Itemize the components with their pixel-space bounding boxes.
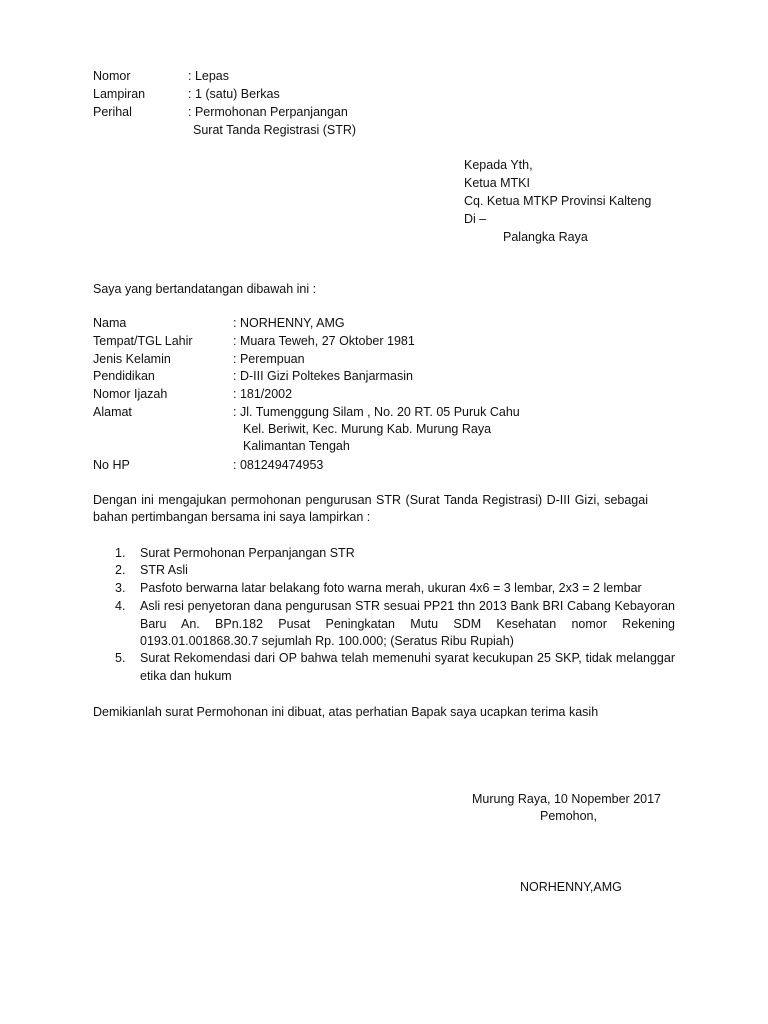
closing-text: Demikianlah surat Permohonan ini dibuat, atas perhatian Bapak saya ucapkan terima kasih <box>93 705 599 719</box>
header-perihal <box>93 104 348 121</box>
identity-value: : 081249474953 <box>233 458 324 472</box>
identity-value: : Jl. Tumenggung Silam , No. 20 RT. 05 Puruk Cahu <box>233 405 520 419</box>
identity-label: Nomor Ijazah <box>93 387 168 401</box>
list-item-number: 2. <box>115 563 126 577</box>
nomor-label: Nomor <box>93 69 131 83</box>
list-item: Pasfoto berwarna latar belakang foto warna merah, ukuran 4x6 = 3 lembar, 2x3 = 2 lembar <box>140 581 642 595</box>
recipient-line1: Kepada Yth, <box>464 158 533 172</box>
identity-label: Tempat/TGL Lahir <box>93 334 193 348</box>
list-item-number: 5. <box>115 651 126 665</box>
perihal-line2: Surat Tanda Registrasi (STR) <box>193 123 357 137</box>
identity-value: : NORHENNY, AMG <box>233 316 345 330</box>
intro-text: Saya yang bertandatangan dibawah ini : <box>93 282 317 296</box>
list-item: Surat Permohonan Perpanjangan STR <box>140 546 355 560</box>
recipient-line2: Ketua MTKI <box>464 176 530 190</box>
identity-row-alamat <box>93 404 520 421</box>
header-nomor <box>93 68 229 85</box>
identity-label: Nama <box>93 316 127 330</box>
identity-alamat-line2: Kel. Beriwit, Kec. Murung Kab. Murung Raya <box>243 422 492 436</box>
nomor-value: : Lepas <box>188 69 230 83</box>
signer-name: NORHENNY,AMG <box>520 880 622 894</box>
recipient-line3: Cq. Ketua MTKP Provinsi Kalteng <box>464 194 652 208</box>
identity-row-ttl <box>93 333 415 350</box>
perihal-label: Perihal <box>93 105 132 119</box>
lampiran-value: : 1 (satu) Berkas <box>188 87 280 101</box>
identity-value: : D-III Gizi Poltekes Banjarmasin <box>233 369 413 383</box>
list-item: Surat Rekomendasi dari OP bahwa telah memenuhi syarat kecukupan 25 SKP, tidak melanggar etika dan hukum <box>140 651 675 683</box>
identity-label: Alamat <box>93 405 132 419</box>
identity-value: : 181/2002 <box>233 387 293 401</box>
identity-label: Jenis Kelamin <box>93 352 171 366</box>
list-item-number: 4. <box>115 599 126 613</box>
header-lampiran <box>93 86 280 103</box>
list-item: STR Asli <box>140 563 188 577</box>
list-item: Asli resi penyetoran dana pengurusan STR sesuai PP21 thn 2013 Bank BRI Cabang Kebayoran Baru An. BPn.182 Pusat Peningkatan Mutu SDM Kesehatan nomor Rekening 0193.01.001868.30.7 sejumlah Rp. 100.000; (Seratus Ribu Rupiah) <box>140 599 675 648</box>
identity-label: No HP <box>93 458 130 472</box>
recipient-line5: Palangka Raya <box>503 230 588 244</box>
identity-label: Pendidikan <box>93 369 155 383</box>
list-item-number: 3. <box>115 581 126 595</box>
lampiran-label: Lampiran <box>93 87 146 101</box>
request-paragraph: Dengan ini mengajukan permohonan pengurusan STR (Surat Tanda Registrasi) D-III Gizi, sebagai bahan pertimbangan bersama ini saya lampirkan : <box>93 493 648 524</box>
identity-row-jenis-kelamin <box>93 351 305 368</box>
perihal-value: : Permohonan Perpanjangan <box>188 105 348 119</box>
recipient-line4: Di – <box>464 212 487 226</box>
identity-row-nama <box>93 315 345 332</box>
signer-role: Pemohon, <box>540 809 597 823</box>
identity-row-pendidikan <box>93 368 413 385</box>
identity-alamat-line3: Kalimantan Tengah <box>243 439 350 453</box>
identity-row-no-hp <box>93 457 323 474</box>
list-item-number: 1. <box>115 546 126 560</box>
place-date: Murung Raya, 10 Nopember 2017 <box>472 792 662 806</box>
identity-value: : Perempuan <box>233 352 305 366</box>
identity-row-nomor-ijazah <box>93 386 292 403</box>
identity-value: : Muara Teweh, 27 Oktober 1981 <box>233 334 415 348</box>
